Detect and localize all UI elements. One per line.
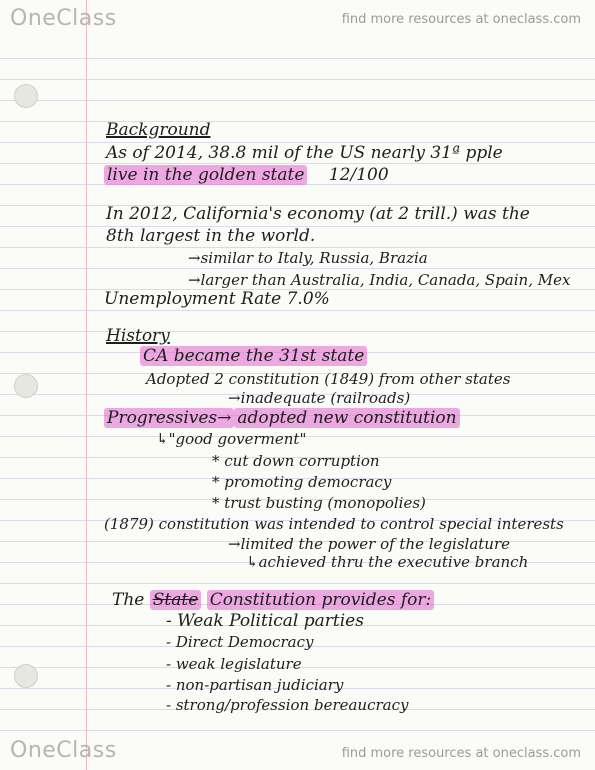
margin-line <box>86 0 87 770</box>
note-line-highlighted: CA became the 31st state <box>140 346 367 366</box>
note-line: →inadequate (railroads) <box>228 389 411 407</box>
tagline-bottom[interactable]: find more resources at oneclass.com <box>341 746 581 761</box>
rule-line <box>0 583 595 584</box>
note-line: Unemployment Rate 7.0% <box>104 289 330 309</box>
bullet-item: * trust busting (monopolies) <box>212 494 426 512</box>
list-item: - non-partisan judiciary <box>166 676 344 694</box>
note-line: In 2012, California's economy (at 2 trill.) was the <box>106 204 530 224</box>
rule-line <box>0 100 595 101</box>
note-line: Adopted 2 constitution (1849) from other states <box>146 370 511 388</box>
punch-hole <box>14 664 38 688</box>
note-line: 8th largest in the world. <box>106 226 316 246</box>
list-item: - Direct Democracy <box>166 633 314 651</box>
note-line-highlighted: live in the golden state 12/100 <box>104 165 389 185</box>
punch-hole <box>14 374 38 398</box>
note-line: ↳achieved thru the executive branch <box>246 553 529 571</box>
note-line: →larger than Australia, India, Canada, Spain, Mex <box>188 271 571 289</box>
note-line-highlighted: Progressives→ adopted new constitution <box>104 408 460 428</box>
punch-hole <box>14 84 38 108</box>
rule-line <box>0 310 595 311</box>
rule-line <box>0 121 595 122</box>
note-line: →limited the power of the legislature <box>228 535 511 553</box>
note-line-highlighted: The State Constitution provides for: <box>112 590 434 610</box>
heading-background: Background <box>106 120 211 140</box>
list-item: - Weak Political parties <box>166 611 364 631</box>
note-line: →similar to Italy, Russia, Brazia <box>188 249 428 267</box>
rule-line <box>0 247 595 248</box>
note-line: ↳"good goverment" <box>156 430 307 448</box>
note-line: As of 2014, 38.8 mil of the US nearly 31ª pple <box>106 143 503 163</box>
heading-history: History <box>106 326 170 346</box>
rule-line <box>0 79 595 80</box>
rule-line <box>0 58 595 59</box>
rule-line <box>0 163 595 164</box>
oneclass-logo-bottom[interactable]: OneClass <box>10 738 117 763</box>
tagline-top[interactable]: find more resources at oneclass.com <box>341 12 581 27</box>
list-item: - strong/profession bereaucracy <box>166 696 409 714</box>
list-item: - weak legislature <box>166 655 302 673</box>
rule-line <box>0 331 595 332</box>
oneclass-logo-top[interactable]: OneClass <box>10 6 117 31</box>
bullet-item: * cut down corruption <box>212 452 380 470</box>
note-line: (1879) constitution was intended to control special interests <box>104 515 564 533</box>
bullet-item: * promoting democracy <box>212 473 392 491</box>
rule-line <box>0 730 595 731</box>
rule-line <box>0 268 595 269</box>
